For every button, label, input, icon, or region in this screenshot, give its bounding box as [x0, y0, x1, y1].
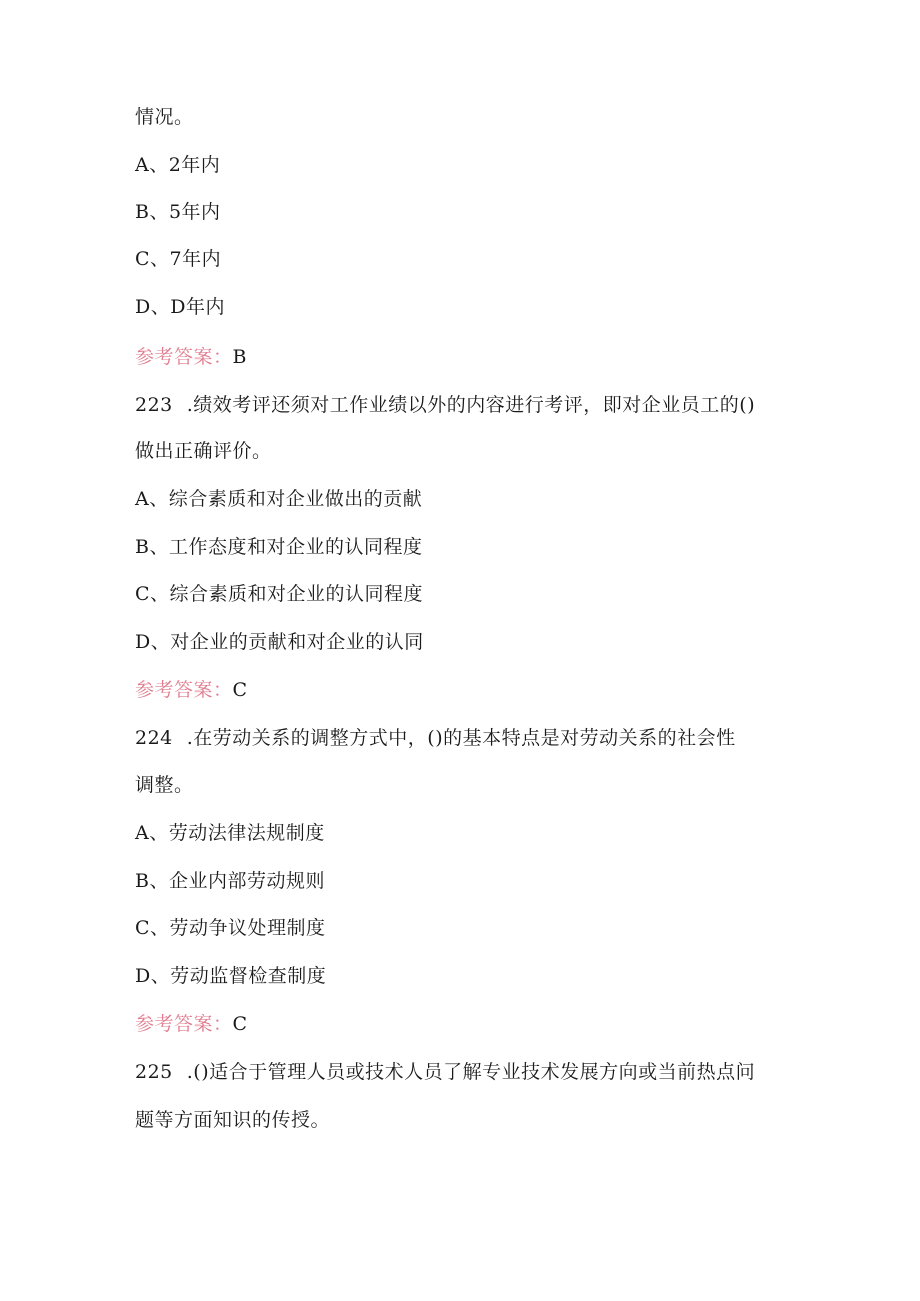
answer-224	[135, 1011, 248, 1037]
answer-value: C	[232, 679, 248, 701]
question-224	[135, 725, 736, 751]
answer-value: B	[232, 346, 247, 368]
answer-223	[135, 677, 248, 703]
option-223-a: A、综合素质和对企业做出的贡献	[135, 488, 423, 510]
option-224-a: A、劳动法律法规制度	[135, 822, 325, 844]
question-223	[135, 392, 755, 418]
question-223-text-cont: 做出正确评价。	[135, 440, 272, 462]
question-224-text-cont: 调整。	[135, 774, 194, 796]
option-224-b: B、企业内部劳动规则	[135, 870, 325, 892]
question-number: 223	[135, 394, 173, 416]
option-223-d: D、对企业的贡献和对企业的认同	[135, 631, 424, 653]
option-222-a: A、2年内	[135, 154, 221, 176]
question-222-text-tail: 情况。	[135, 106, 194, 128]
answer-label: 参考答案：	[135, 346, 233, 368]
option-224-d: D、劳动监督检查制度	[135, 965, 327, 987]
question-225-text-cont: 题等方面知识的传授。	[135, 1109, 331, 1131]
question-number: 225	[135, 1061, 173, 1083]
option-223-c: C、综合素质和对企业的认同程度	[135, 583, 424, 605]
question-text: .绩效考评还须对工作业绩以外的内容进行考评，即对企业员工的()	[186, 394, 756, 416]
answer-label: 参考答案：	[135, 679, 233, 701]
option-224-c: C、劳动争议处理制度	[135, 917, 326, 939]
question-text: .在劳动关系的调整方式中，()的基本特点是对劳动关系的社会性	[186, 727, 736, 749]
question-number: 224	[135, 727, 173, 749]
question-225	[135, 1059, 755, 1085]
answer-label: 参考答案：	[135, 1013, 233, 1035]
option-222-c: C、7年内	[135, 248, 222, 270]
option-222-b: B、5年内	[135, 201, 221, 223]
question-text: .()适合于管理人员或技术人员了解专业技术发展方向或当前热点问	[186, 1061, 756, 1083]
answer-value: C	[232, 1013, 248, 1035]
answer-222	[135, 344, 247, 370]
option-222-d: D、D年内	[135, 296, 225, 318]
option-223-b: B、工作态度和对企业的认同程度	[135, 536, 423, 558]
